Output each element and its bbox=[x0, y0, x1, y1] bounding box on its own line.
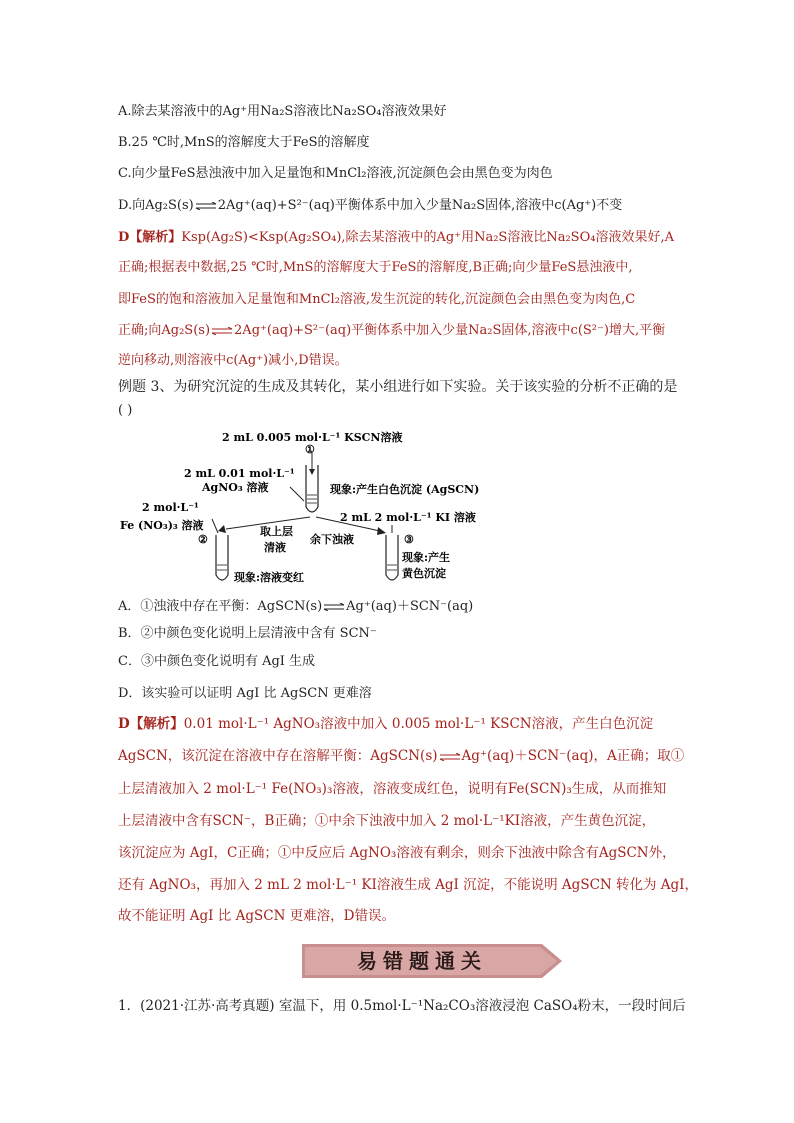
label-circle-1: ① bbox=[305, 443, 315, 456]
equilibrium-arrow-icon bbox=[323, 603, 345, 611]
label-circle-2: ② bbox=[198, 533, 208, 546]
explanation-text: 正确;向Ag₂S(s) bbox=[118, 323, 211, 338]
banner-title: 易错题通关 bbox=[357, 949, 487, 973]
arrow-head bbox=[309, 469, 315, 475]
label-ki: 2 mL 2 mol·L⁻¹ KI 溶液 bbox=[340, 511, 476, 524]
label-phenomenon-3b: 黄色沉淀 bbox=[402, 567, 446, 580]
option-d-part2: 2Ag⁺(aq)+S²⁻(aq)平衡体系中加入少量Na₂S固体,溶液中c(Ag⁺)不变 bbox=[217, 198, 623, 213]
arrow-line bbox=[290, 487, 304, 501]
option-b: B.25 ℃时,MnS的溶解度大于FeS的溶解度 bbox=[118, 135, 370, 150]
arrow-head bbox=[377, 527, 386, 535]
label-circle-3: ③ bbox=[404, 533, 414, 546]
example3-option-b: B．②中颜色变化说明上层清液中含有 SCN⁻ bbox=[118, 626, 377, 641]
arrow-line bbox=[212, 519, 218, 533]
option-a: A.除去某溶液中的Ag⁺用Na₂S溶液比Na₂SO₄溶液效果好 bbox=[118, 104, 447, 119]
label-fe-2: Fe (NO₃)₃ 溶液 bbox=[120, 519, 204, 532]
option-d bbox=[118, 196, 622, 216]
label-agno3-1: 2 mL 0.01 mol·L⁻¹ bbox=[184, 467, 295, 480]
label-fe-1: 2 mol·L⁻¹ bbox=[142, 501, 199, 514]
answer-tag: D【解析】 bbox=[118, 716, 184, 732]
test-tube-2 bbox=[216, 535, 228, 580]
label-take-upper-2: 清液 bbox=[264, 541, 286, 554]
ex3-explanation-line-5: 该沉淀应为 AgI，C正确；①中反应后 AgNO₃溶液有剩余，则余下浊液中除含有AgSCN外， bbox=[118, 845, 676, 861]
explanation-line-4 bbox=[118, 321, 665, 341]
ex3-explanation-line-3: 上层清液加入 2 mol·L⁻¹ Fe(NO₃)₃溶液，溶液变成红色，说明有Fe(SCN)₃生成，从而推知 bbox=[118, 781, 667, 797]
explanation-text: 2Ag⁺(aq)+S²⁻(aq)平衡体系中加入少量Na₂S固体,溶液中c(S²⁻)增大,平衡 bbox=[234, 323, 666, 338]
label-take-upper-1: 取上层 bbox=[260, 525, 293, 538]
equilibrium-arrow-icon bbox=[195, 202, 217, 210]
explanation-line-3: 即FeS的饱和溶液加入足量饱和MnCl₂溶液,发生沉淀的转化,沉淀颜色会由黑色变为肉色,C bbox=[118, 292, 636, 307]
option-c: C.向少量FeS悬浊液中加入足量饱和MnCl₂溶液,沉淀颜色会由黑色变为肉色 bbox=[118, 166, 553, 181]
test-tube-3 bbox=[386, 535, 398, 580]
diagram-svg bbox=[118, 425, 498, 595]
label-agno3-2: AgNO₃ 溶液 bbox=[202, 481, 269, 494]
ex3-explanation-line-1 bbox=[118, 714, 653, 734]
option-d-part1: D.向Ag₂S(s) bbox=[118, 198, 194, 213]
label-phenomenon-3a: 现象:产生 bbox=[402, 551, 451, 564]
example3-option-c: C．③中颜色变化说明有 AgI 生成 bbox=[118, 654, 316, 669]
explanation-text: Ag⁺(aq)＋SCN⁻(aq)，A正确；取① bbox=[461, 748, 685, 764]
example3-option-d: D．该实验可以证明 AgI 比 AgSCN 更难溶 bbox=[118, 686, 372, 701]
option-text: Ag⁺(aq)＋SCN⁻(aq) bbox=[346, 599, 474, 614]
explanation-text: 0.01 mol·L⁻¹ AgNO₃溶液中加入 0.005 mol·L⁻¹ KSCN溶液，产生白色沉淀 bbox=[183, 716, 654, 732]
example3-option-a bbox=[118, 597, 473, 617]
arrow-head bbox=[218, 525, 226, 533]
label-kscn: 2 mL 0.005 mol·L⁻¹ KSCN溶液 bbox=[222, 431, 403, 444]
option-text: A．①浊液中存在平衡：AgSCN(s) bbox=[118, 599, 323, 614]
explanation-text: AgSCN，该沉淀在溶液中存在溶解平衡：AgSCN(s) bbox=[118, 748, 438, 764]
ex3-explanation-line-6: 还有 AgNO₃，再加入 2 mL 2 mol·L⁻¹ KI溶液生成 AgI 沉淀，不能说明 AgSCN 转化为 AgI， bbox=[118, 877, 699, 893]
experiment-diagram bbox=[118, 425, 498, 595]
label-remaining: 余下浊液 bbox=[310, 533, 354, 546]
label-phenomenon-1: 现象:产生白色沉淀 (AgSCN) bbox=[330, 483, 480, 496]
equilibrium-arrow-icon bbox=[439, 753, 461, 761]
example3-paren: ( ) bbox=[118, 403, 133, 418]
equilibrium-arrow-icon bbox=[211, 327, 233, 335]
explanation-line-5: 逆向移动,则溶液中c(Ag⁺)减小,D错误。 bbox=[118, 353, 348, 368]
example3-stem: 例题 3、为研究沉淀的生成及其转化，某小组进行如下实验。关于该实验的分析不正确的是 bbox=[118, 379, 678, 395]
answer-tag: D【解析】 bbox=[118, 230, 182, 245]
explanation-line-2: 正确;根据表中数据,25 ℃时,MnS的溶解度大于FeS的溶解度,B正确;向少量FeS悬浊液中, bbox=[118, 260, 633, 275]
ex3-explanation-line-4: 上层清液中含有SCN⁻，B正确；①中余下浊液中加入 2 mol·L⁻¹KI溶液，产生黄色沉淀， bbox=[118, 813, 656, 829]
question-1: 1．(2021·江苏·高考真题) 室温下，用 0.5mol·L⁻¹Na₂CO₃溶液浸泡 CaSO₄粉末，一段时间后 bbox=[118, 998, 686, 1014]
ex3-explanation-line-2 bbox=[118, 746, 684, 766]
ex3-explanation-line-7: 故不能证明 AgI 比 AgSCN 更难溶，D错误。 bbox=[118, 908, 395, 924]
label-phenomenon-2: 现象:溶液变红 bbox=[234, 571, 305, 584]
section-banner bbox=[302, 944, 562, 978]
explanation-text: Ksp(Ag₂S)<Ksp(Ag₂SO₄),除去某溶液中的Ag⁺用Na₂S溶液比Na₂SO₄溶液效果好,A bbox=[181, 230, 674, 245]
explanation-line-1 bbox=[118, 228, 674, 248]
